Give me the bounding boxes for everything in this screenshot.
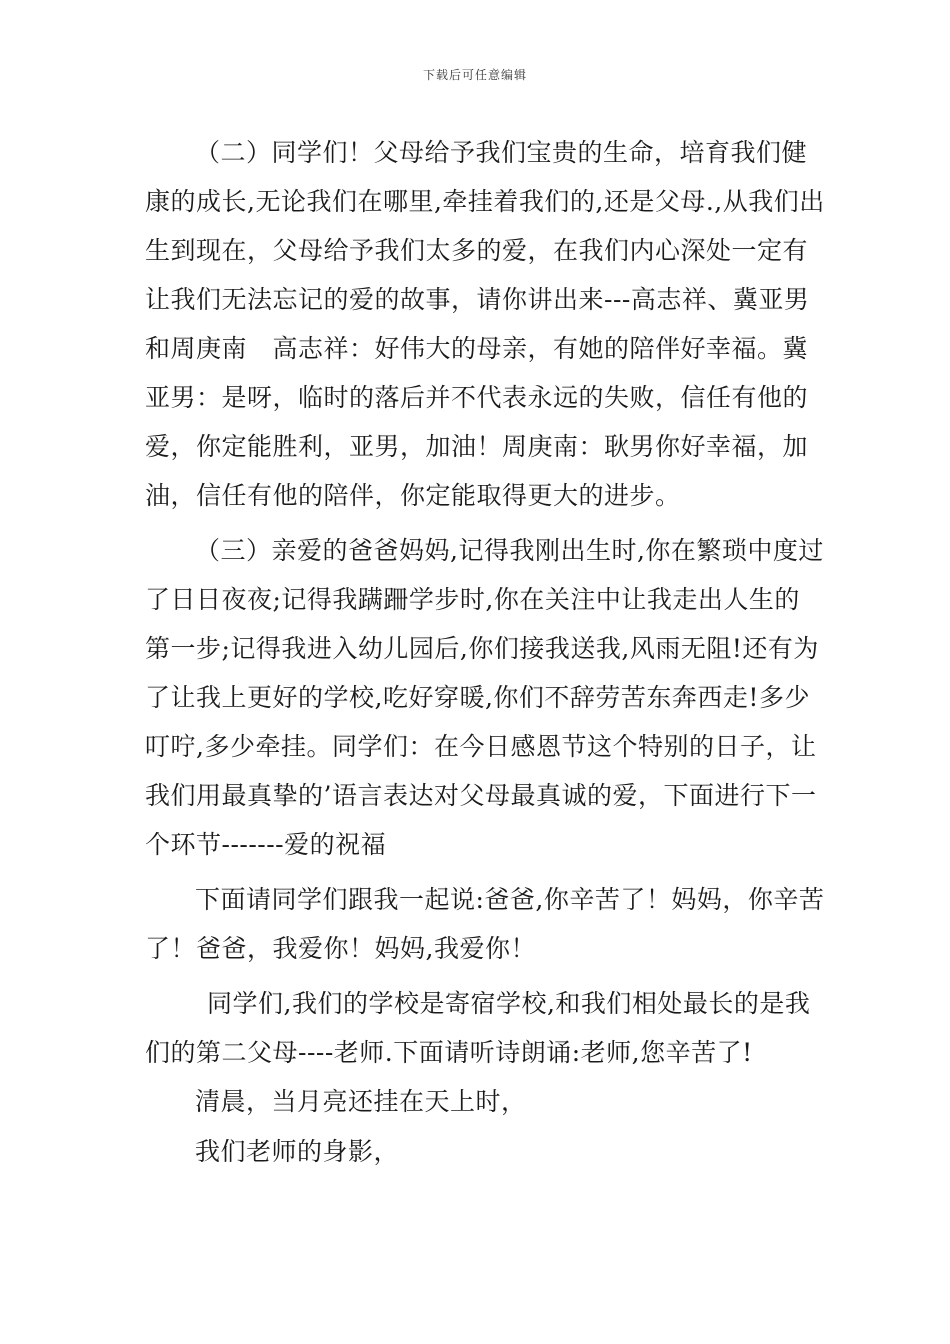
paragraph-3: （三）亲爱的爸爸妈妈,记得我刚出生时,你在繁琐中度过了日日夜夜;记得我蹒跚学步时,你在关注中让我走出人生的第一步;记得我进入幼儿园后,你们接我送我,风雨无阻!还有为了让我上更好的学校,吃好穿暖,你们不辞劳苦东奔西走!多少叮咛,多少牵挂。同学们：在今日感恩节这个特别的日子，让我们用最真挚的’语言表达对父母最真诚的爱，下面进行下一个环节-------爱的祝福 (145, 536, 824, 859)
page-header-note: 下载后可任意编辑 (422, 68, 527, 82)
paragraph-teachers: 同学们,我们的学校是寄宿学校,和我们相处最长的是我们的第二父母----老师.下面请听诗朗诵:老师,您辛苦了! (145, 989, 811, 1067)
poem-line-1: 清晨，当月亮还挂在天上时， (195, 1087, 527, 1116)
document-body (145, 128, 835, 1177)
paragraph-chant: 下面请同学们跟我一起说:爸爸,你辛苦了！妈妈，你辛苦了！爸爸，我爱你！妈妈,我爱你！ (145, 885, 825, 963)
paragraph-2: （二）同学们！父母给予我们宝贵的生命，培育我们健康的成长,无论我们在哪里,牵挂着我们的,还是父母.,从我们出生到现在，父母给予我们太多的爱，在我们内心深处一定有让我们无法忘记的爱的故事，请你讲出来---高志祥、冀亚男 和周庚南 高志祥：好伟大的母亲，有她的陪伴好幸福。冀亚男：是呀，临时的落后并不代表永远的失败，信任有他的爱，你定能胜利，亚男，加油！周庚南：耿男你好幸福，加油，信任有他的陪伴，你定能取得更大的进步。 (145, 138, 835, 510)
poem-line-2: 我们老师的身影， (195, 1137, 400, 1166)
